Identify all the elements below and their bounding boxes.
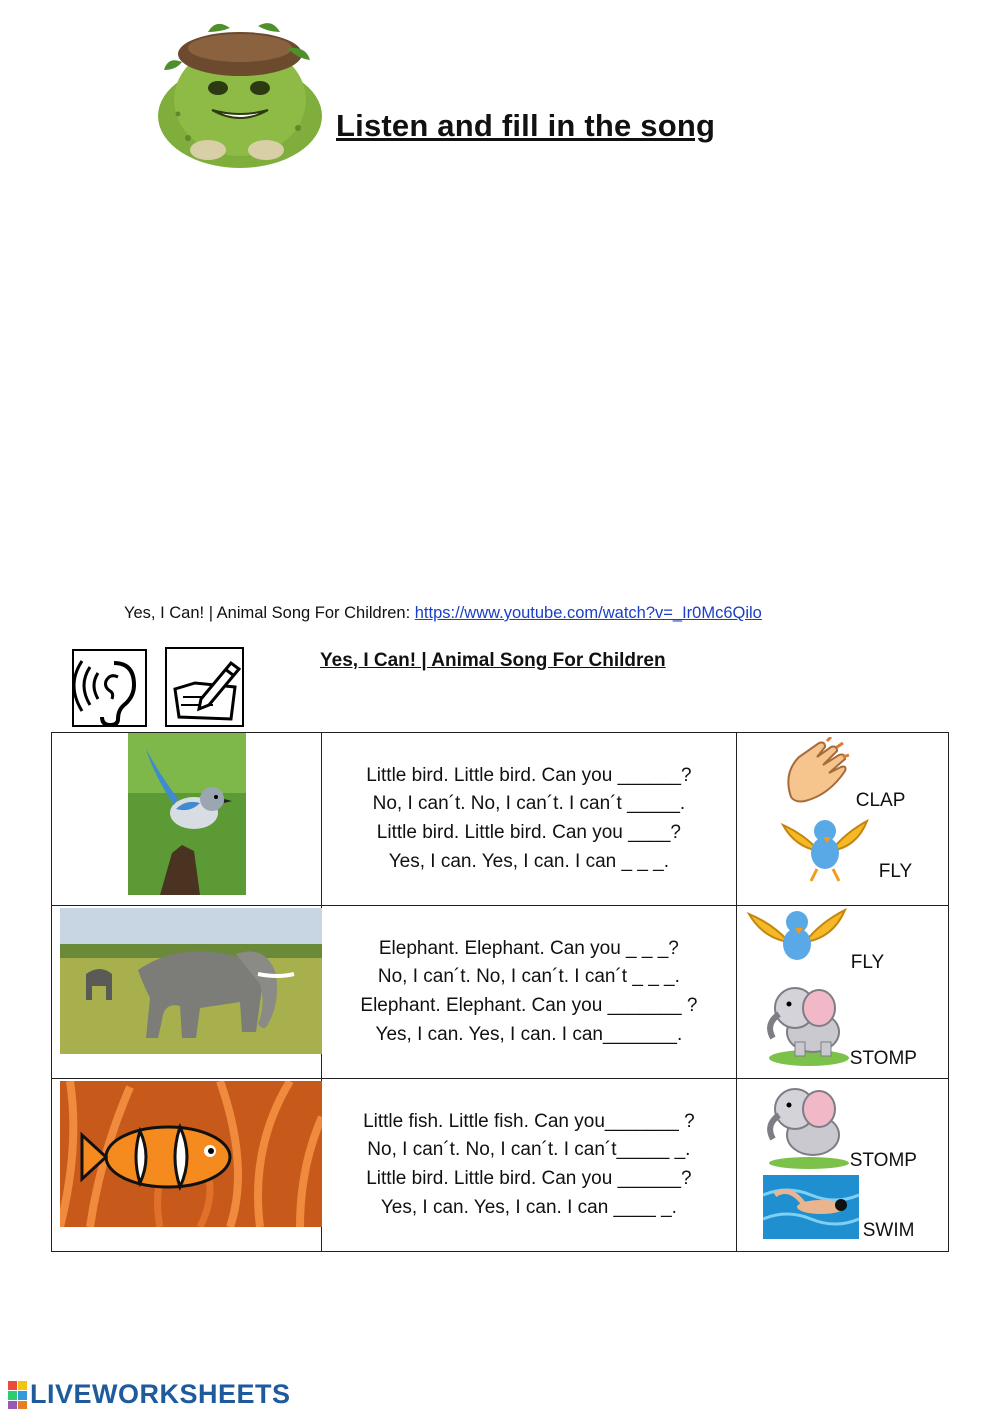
image-cell [52,1079,322,1252]
source-line [124,604,762,623]
swimmer-photo [763,1175,859,1239]
footer-brand: LIVEWORKSHEETS [30,1379,291,1409]
actions-cell [736,733,948,906]
ear-listen-icon [72,649,147,727]
lyric-line: No, I can´t. No, I can´t. I can´t_____ _. [367,1139,691,1161]
image-cell [52,906,322,1079]
youtube-link[interactable]: https://www.youtube.com/watch?v=_Ir0Mc6Qilo [414,604,762,622]
song-title: Yes, I Can! | Animal Song For Children [320,650,666,671]
pencil-writing-icon [165,647,244,727]
elephant-cartoon-icon [765,1079,851,1169]
lyrics-cell [322,733,737,906]
lyric-line: Yes, I can. Yes, I can. I can _ _ _. [388,850,670,872]
lyrics-cell [322,906,737,1079]
elephant-cartoon-icon [765,978,851,1068]
action-label: STOMP [849,1048,917,1069]
action-label: SWIM [862,1220,915,1241]
actions-cell [736,1079,948,1252]
song-table [51,732,949,1252]
action-label: FLY [850,952,885,973]
flying-bird-icon [777,811,873,883]
clapping-hands-icon [781,737,855,807]
lyric-line: No, I can´t. No, I can´t. I can´t _ _ _. [377,966,680,988]
liveworksheets-logo-icon [8,1380,28,1410]
source-label: Yes, I Can! | Animal Song For Children: [124,604,415,622]
elephant-photo [60,908,322,1054]
lyric-line: Elephant. Elephant. Can you _______ ? [360,995,698,1016]
lyrics-cell [322,1079,737,1252]
clownfish-photo [60,1081,322,1227]
table-row [52,733,949,906]
action-label: FLY [878,861,913,882]
lyric-line: No, I can´t. No, I can´t. I can´t _____. [372,793,686,815]
green-monster-mascot-icon [148,18,326,170]
lyric-line: Yes, I can. Yes, I can. I can_______. [375,1023,683,1045]
table-row [52,1079,949,1252]
lyric-line: Little bird. Little bird. Can you ____? [376,822,681,843]
lyric-line: Little fish. Little fish. Can you_______ ? [363,1110,695,1132]
flying-bird-icon [745,904,849,972]
lyric-line: Little bird. Little bird. Can you ______? [366,764,692,786]
page-title: Listen and fill in the song [336,108,716,143]
lyric-line: Elephant. Elephant. Can you _ _ _? [378,937,679,959]
lyric-line: Yes, I can. Yes, I can. I can ____ _. [380,1196,677,1218]
table-row [52,906,949,1079]
image-cell [52,733,322,906]
lyric-line: Little bird. Little bird. Can you ______? [366,1168,692,1189]
actions-cell [736,906,948,1079]
action-label: CLAP [855,790,906,811]
little-bird-photo [128,733,246,895]
action-label: STOMP [849,1150,917,1171]
